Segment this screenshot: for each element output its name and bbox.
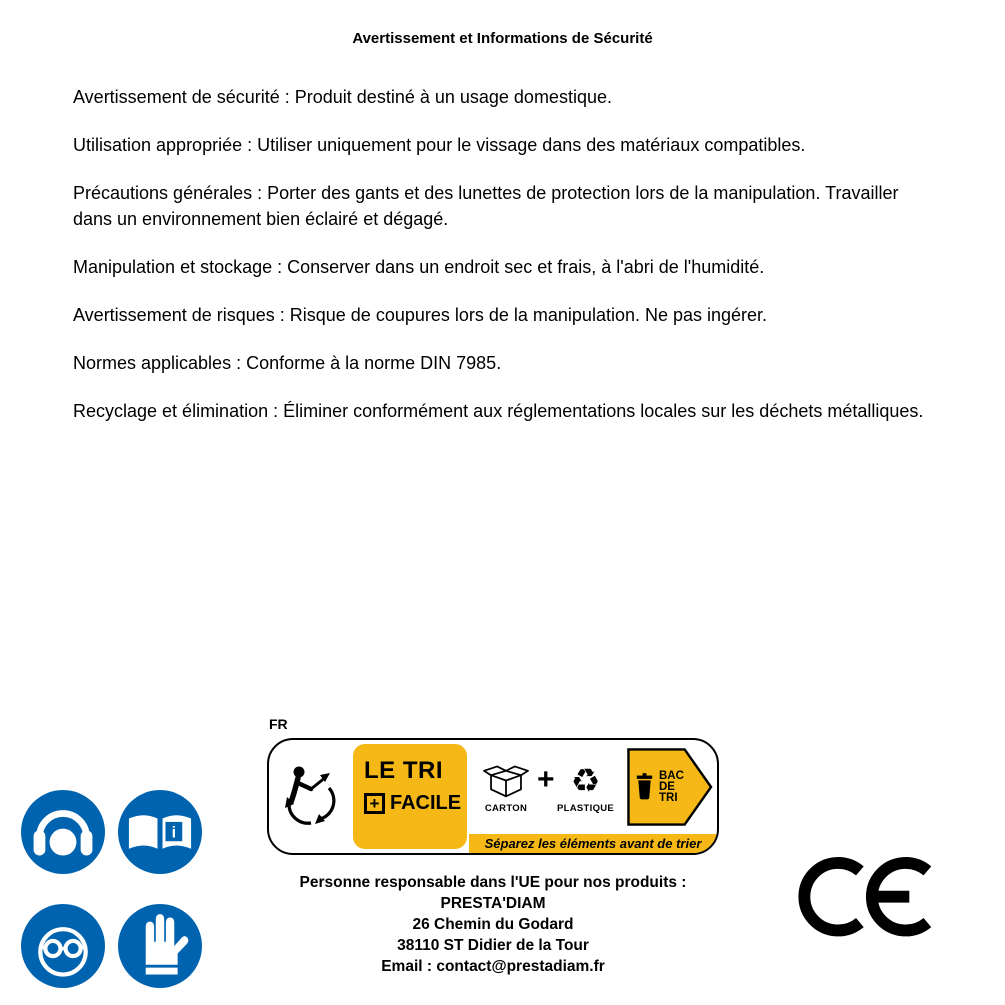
paragraph-safety-warning: Avertissement de sécurité : Produit destiné à un usage domestique. (73, 87, 612, 107)
tri-text-line1: LE TRI (364, 757, 443, 784)
wear-eye-protection-icon (21, 904, 105, 988)
company-name: PRESTA'DIAM (440, 895, 546, 912)
bac-line-2: DE (659, 780, 675, 793)
banner-right-column (469, 740, 717, 853)
page-title: Avertissement et Informations de Sécurité (352, 30, 653, 47)
triman-figure-icon (278, 763, 342, 831)
ce-mark (798, 852, 944, 941)
paragraph-standards: Normes applicables : Conforme à la norme DIN 7985. (73, 353, 502, 373)
paragraph-general-precautions: Précautions générales : Porter des gants et des lunettes de protection lors de la manipulation. Travailler dans un environnement bien éclairé et dégagé. (73, 183, 899, 229)
carton-box-icon (483, 761, 529, 801)
svg-text:i: i (171, 824, 177, 842)
paragraph-handling-storage: Manipulation et stockage : Conserver dans un endroit sec et frais, à l'abri de l'humidité. (73, 257, 765, 277)
address-line-1: 26 Chemin du Godard (412, 916, 574, 933)
eu-responsible-block (143, 872, 843, 977)
safety-text (73, 84, 935, 446)
bac-line-1: BAC (659, 769, 684, 782)
recycling-symbol-icon: ♻ (570, 761, 601, 799)
paragraph-appropriate-use: Utilisation appropriée : Utiliser uniquement pour le vissage dans des matériaux compatibles. (73, 135, 806, 155)
paragraph-risk-warning: Avertissement de risques : Risque de coupures lors de la manipulation. Ne pas ingérer. (73, 305, 768, 325)
plus-box-icon: + (364, 793, 385, 814)
bac-de-tri-text (659, 771, 684, 804)
plastique-label: PLASTIQUE (556, 802, 615, 814)
responsible-heading: Personne responsable dans l'UE pour nos produits : (299, 874, 687, 891)
sorting-tagline: Séparez les éléments avant de trier (469, 834, 717, 853)
country-code-label: FR (269, 716, 288, 732)
carton-label: CARTON (484, 802, 528, 814)
paragraph-recycling-disposal: Recyclage et élimination : Éliminer conformément aux réglementations locales sur les déchets métalliques. (73, 401, 924, 421)
bac-line-3: TRI (659, 791, 678, 804)
le-tri-facile-block (353, 744, 467, 849)
ce-mark-icon (798, 852, 944, 941)
read-manual-icon (118, 790, 202, 874)
plastique-item (557, 761, 615, 814)
email-line: Email : contact@prestadiam.fr (381, 958, 605, 975)
trash-bin-icon (634, 772, 655, 802)
wear-ear-protection-icon (21, 790, 105, 874)
triman-sorting-banner (267, 738, 719, 855)
bac-de-tri-arrow (627, 748, 713, 826)
triman-logo (269, 740, 351, 853)
plus-sign: + (537, 763, 555, 796)
bac-de-tri-content (634, 748, 684, 826)
carton-item (477, 761, 535, 814)
address-line-2: 38110 ST Didier de la Tour (397, 937, 589, 954)
tri-facile-label: FACILE (390, 792, 462, 814)
tri-text-line2 (364, 792, 467, 815)
materials-row (469, 740, 717, 834)
